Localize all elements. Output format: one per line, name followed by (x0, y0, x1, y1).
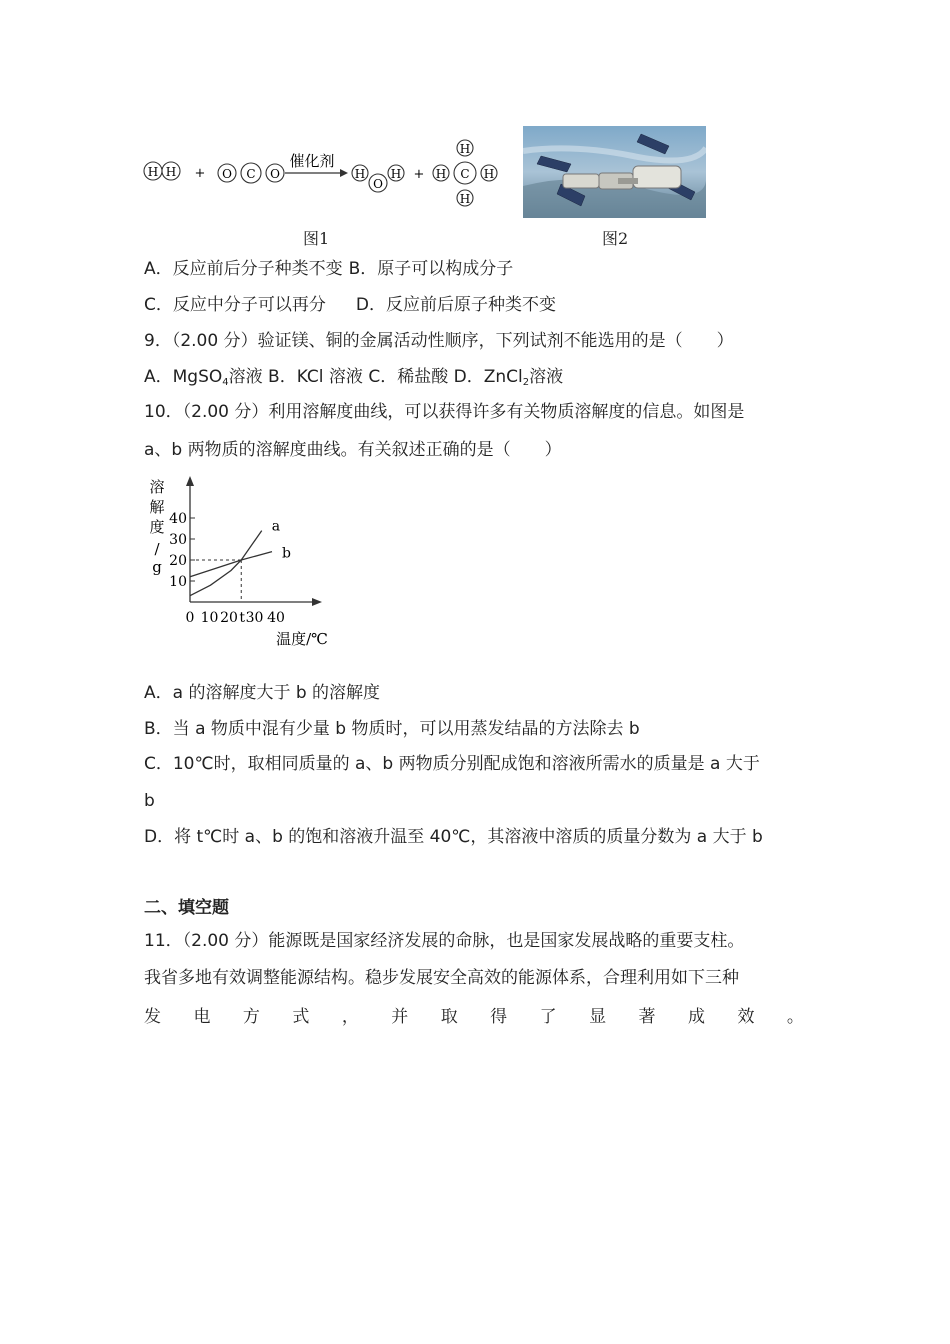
atom-o: O (373, 177, 383, 191)
y-axis-label-char: g (152, 558, 162, 576)
x-tick-label: 40 (267, 610, 285, 626)
section-heading: 二、填空题 (144, 898, 229, 918)
atom-o: O (222, 167, 232, 181)
y-axis-label-char: 溶 (149, 478, 165, 496)
q11-line3-char: ， (341, 1007, 359, 1027)
x-tick-label: 20 (220, 610, 238, 626)
plus-sign: + (194, 166, 206, 181)
q10-option-c-line2[interactable]: b (144, 791, 155, 811)
atom-h: H (459, 142, 471, 156)
catalyst-label: 催化剂 (289, 152, 335, 170)
series-b-label: b (282, 545, 291, 562)
atom-h: H (435, 167, 447, 181)
q11-line2: 我省多地有效调整能源结构。稳步发展安全高效的能源体系，合理利用如下三种 (144, 968, 739, 988)
y-axis-arrow (186, 476, 194, 486)
option-a[interactable]: A．反应前后分子种类不变 (144, 259, 343, 279)
q11-line1: 11．（2.00 分）能源既是国家经济发展的命脉，也是国家发展战略的重要支柱。 (144, 931, 745, 951)
option-d[interactable]: D．ZnCl$_2$溶液 (453, 367, 564, 388)
arrow-head (340, 169, 348, 177)
option-c[interactable]: C．反应中分子可以再分 (144, 295, 326, 315)
atom-h: H (483, 167, 495, 181)
option-a[interactable]: A．MgSO$_4$溶液 (144, 367, 263, 388)
figure1-caption: 图1 (303, 229, 330, 248)
q11-line3-char: 电 (193, 1007, 211, 1027)
x-axis-arrow (312, 598, 322, 606)
x-tick-label: 30 (245, 610, 264, 626)
x-tick-label: 10 (200, 610, 219, 626)
q11-line3-char: 。 (786, 1007, 804, 1027)
atom-h: H (147, 165, 159, 179)
q10-option-a[interactable]: A．a 的溶解度大于 b 的溶解度 (144, 683, 381, 703)
q9-stem: 9．（2.00 分）验证镁、铜的金属活动性顺序，下列试剂不能选用的是（ ） (144, 331, 734, 351)
q10-option-d[interactable]: D．将 t℃时 a、b 的饱和溶液升温至 40℃，其溶液中溶质的质量分数为 a 大于 b (144, 827, 763, 847)
q10-stem-line1: 10．（2.00 分）利用溶解度曲线，可以获得许多有关物质溶解度的信息。如图是 (144, 402, 745, 422)
atom-o: O (270, 167, 280, 181)
option-d[interactable]: D．反应前后原子种类不变 (355, 295, 556, 315)
y-axis-label-char: 度 (149, 518, 165, 536)
y-tick-label: 20 (169, 553, 187, 569)
q11-line3-char: 著 (638, 1007, 656, 1027)
series-b-line (190, 552, 272, 577)
space-station-image (523, 126, 706, 218)
q10-stem-line2: a、b 两物质的溶解度曲线。有关叙述正确的是（ ） (144, 440, 562, 460)
q8-options-row2 (144, 294, 556, 316)
y-tick-label: 10 (169, 574, 187, 590)
atom-h: H (390, 167, 402, 181)
y-axis-label-char: / (154, 540, 160, 558)
q11-line3-char: 发 (144, 1007, 161, 1027)
atom-c: C (246, 167, 256, 181)
x-tick-label: 0 (185, 610, 195, 626)
q11-line3-char: 得 (490, 1007, 508, 1027)
y-tick-label: 40 (169, 511, 187, 527)
atom-c: C (460, 167, 470, 181)
q11-line3-char: 显 (589, 1007, 607, 1027)
atom-h: H (354, 167, 366, 181)
plus-sign: + (413, 167, 425, 182)
q11-line3-char: 效 (737, 1007, 755, 1027)
q10-option-b[interactable]: B．当 a 物质中混有少量 b 物质时，可以用蒸发结晶的方法除去 b (144, 719, 640, 739)
q11-line3-char: 方 (242, 1007, 260, 1027)
atom-h: H (459, 192, 471, 206)
series-a-label: a (271, 518, 281, 535)
reaction-diagram (140, 133, 520, 213)
x-tick-label: t (239, 610, 246, 626)
atom-h: H (165, 165, 177, 179)
q10-option-c-line1[interactable]: C．10℃时，取相同质量的 a、b 两物质分别配成饱和溶液所需水的质量是 a 大于 (144, 754, 760, 774)
q11-line3-char: 式 (292, 1007, 310, 1027)
y-axis-label (149, 478, 164, 576)
option-c[interactable]: C．稀盐酸 (368, 367, 449, 387)
y-axis-label-char: 解 (149, 498, 165, 516)
q9-options (144, 366, 563, 394)
series-a-line (190, 531, 262, 596)
q11-line3-char: 取 (440, 1007, 458, 1027)
figure2-caption: 图2 (602, 229, 629, 248)
q11-line3-char: 成 (687, 1007, 705, 1027)
y-tick-label: 30 (169, 532, 187, 548)
option-b[interactable]: B．KCl 溶液 (268, 367, 363, 387)
option-b[interactable]: B．原子可以构成分子 (348, 259, 514, 279)
q11-line3 (144, 1006, 804, 1028)
q11-line3-char: 并 (391, 1007, 409, 1027)
q8-options-row1 (144, 258, 513, 280)
q11-line3-char: 了 (539, 1007, 557, 1027)
x-axis-label: 温度/℃ (276, 630, 328, 648)
solubility-chart (140, 472, 340, 652)
